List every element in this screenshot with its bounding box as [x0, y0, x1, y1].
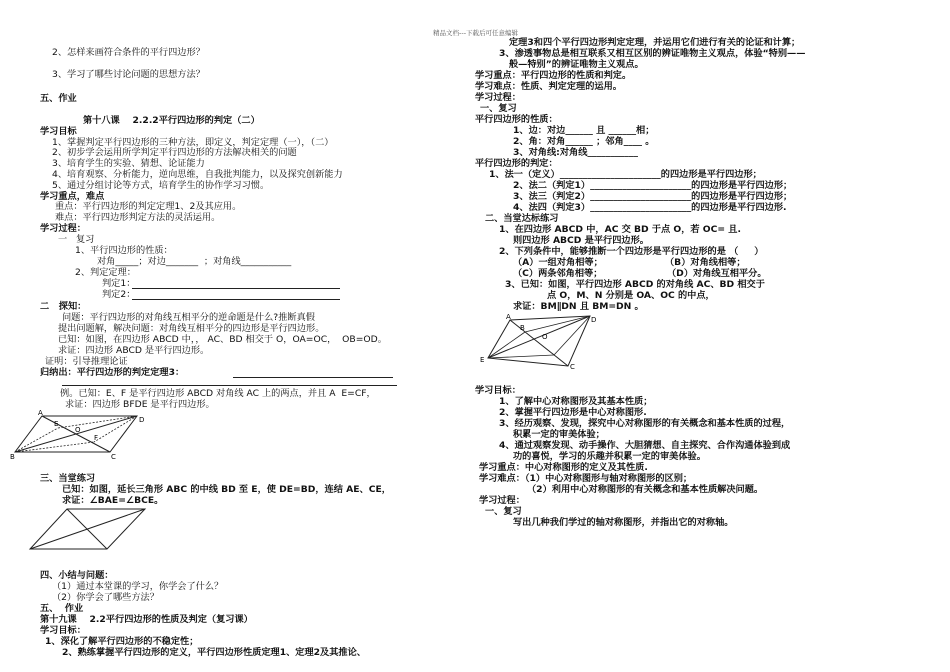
- practice-3: 3、已知：如图，平行四边形 ABCD 的对角线 AC、BD 相交于: [505, 279, 765, 290]
- section-homework-2: 五、 作业: [40, 603, 84, 614]
- fig3-label-d: D: [591, 316, 597, 324]
- review-properties: 1、平行四边形的性质：: [75, 245, 173, 256]
- review-theorems: 2、判定定理：: [75, 267, 136, 278]
- option-d: （D）对角线互相平分。: [667, 268, 767, 279]
- review-question-3: 3、学习了哪些讨论问题的思想方法？: [52, 69, 205, 80]
- lesson-19-objective-1: 1、深化了解平行四边形的不稳定性；: [45, 636, 199, 647]
- practice-1: 1、在四边形 ABCD 中，AC 交 BD 于点 O，若 OC= 且.: [499, 224, 741, 235]
- watermark-text: 精品文档---下载后可任意编辑: [433, 29, 519, 37]
- center-objective-1: 1、了解中心对称图形及其基本性质；: [499, 396, 653, 407]
- practice-1-conclusion: 则四边形 ABCD 是平行四边形。: [513, 235, 649, 246]
- center-difficult-point: 学习难点：（1）中心对称图形与轴对称图形的区别；: [479, 473, 693, 484]
- practice-3-prove: 求证：BM∥DN 且 BM=DN 。: [513, 301, 644, 312]
- property-diagonals: 3、对角线:对角线___________: [513, 147, 638, 158]
- theorem-1-blank: [132, 288, 340, 289]
- summary-question-1: （1）通过本堂课的学习，你学会了什么？: [52, 581, 224, 592]
- example-given: 例。已知：E、F 是平行四边形 ABCD 对角线 AC 上的两点，并且 A E=CF，: [60, 388, 376, 399]
- center-difficult-point-2: （2）利用中心对称图形的有关概念和基本性质解决问题。: [527, 484, 764, 495]
- properties-blanks: 对角_____；对边_______ ；对角线___________: [97, 256, 292, 267]
- example-prove: 求证：四边形 BFDE 是平行四边形。: [65, 399, 215, 410]
- heading-process: 学习过程：: [40, 223, 86, 234]
- criterion-theorem-3: 4、法四（判定3）______________________的四边形是平行四边形.: [513, 202, 787, 213]
- theorem-3-blank-2: [62, 385, 397, 386]
- figure-triangle-practice: [25, 505, 150, 553]
- objective-5: 5、通过分组讨论等方式，培育学生的协作学习习惯。: [52, 180, 270, 191]
- center-objective-2: 2、掌握平行四边形是中心对称图形.: [499, 407, 647, 418]
- fig3-label-b: B: [520, 324, 525, 332]
- properties-heading: 平行四边形的性质：: [475, 114, 558, 125]
- center-objective-4-continued: 功的喜悦，学习的乐趣并积累一定的审美体验。: [513, 451, 706, 462]
- review-task: 写出几种我们学过的轴对称图形，并指出它的对称轴。: [513, 517, 734, 528]
- section-practice: 二、当堂达标练习: [485, 213, 559, 224]
- center-objective-3: 3、经历观察、发现，探究中心对称图形的有关概念和基本性质的过程，: [499, 418, 791, 429]
- lesson-19-objective-2: 2、熟练掌握平行四边形的定义，平行四边形性质定理1、定理2及其推论、: [62, 647, 366, 658]
- section-explore: 二 探知：: [40, 301, 87, 312]
- section-review-2: 一、复习: [485, 506, 522, 517]
- heading-objectives: 学习目标: [40, 126, 77, 137]
- theorem-1-label: 判定1：: [102, 278, 136, 289]
- heading-objectives: 学习目标：: [475, 385, 521, 396]
- practice-given: 已知：如图，延长三角形 ABC 的中线 BD 至 E，使 DE=BD，连结 AE、CE，: [62, 484, 391, 495]
- section-review: 一、复习: [480, 103, 517, 114]
- section-homework: 五、作业: [40, 93, 77, 104]
- difficult-point: 难点：平行四边形判定方法的灵活运用。: [55, 212, 221, 223]
- option-a: （A）一组对角相等；: [513, 257, 603, 268]
- objective-1: 1、掌握判定平行四边形的三种方法，即定义，判定定理（一），（二）: [52, 137, 334, 148]
- objective-3: 3、培育学生的实验、猜想、论证能力: [52, 158, 205, 169]
- theorem-2-label: 判定2：: [102, 289, 136, 300]
- option-c: （C）两条邻角相等；: [513, 268, 603, 279]
- theorem-3-summary: 归纳出：平行四边形的判定定理3：: [40, 367, 185, 378]
- fig1-label-c: C: [111, 453, 116, 460]
- fig1-label-a: A: [38, 410, 43, 417]
- fig3-label-c: C: [570, 363, 575, 370]
- fig1-label-b: B: [10, 453, 15, 460]
- property-sides: 1、边：对边______ 且 ______相；: [513, 125, 655, 136]
- criteria-heading: 平行四边形的判定：: [475, 158, 558, 169]
- heading-objectives-2: 学习目标：: [40, 625, 86, 636]
- explore-proof: 证明：引导推理论证: [45, 356, 128, 367]
- center-key-point: 学习重点：中心对称图形的定义及其性质.: [479, 462, 648, 473]
- explore-prove: 求证：四边形 ABCD 是平行四边形。: [58, 345, 210, 356]
- option-b: （B）对角线相等；: [665, 257, 746, 268]
- section-practice: 三、当堂练习: [40, 473, 96, 484]
- fig1-label-f: F: [94, 434, 99, 442]
- criterion-definition: 1、法一（定义）______________________的四边形是平行四边形；: [489, 169, 762, 180]
- practice-3-given: 点 O，M、N 分别是 OA、OC 的中点，: [547, 290, 715, 301]
- lesson-18-title: 第十八课 2.2.2平行四边形的判定（二）: [83, 115, 260, 126]
- property-angles: 2、角：对角______ ；邻角____ 。: [513, 136, 655, 147]
- fig3-label-o: O: [542, 333, 548, 341]
- key-point: 重点：平行四边形的判定定理1、2及其应用。: [55, 201, 242, 212]
- objective-2: 2、初步学会运用所学判定平行四边形的方法解决相关的问题: [52, 147, 297, 158]
- practice-prove: 求证：∠BAE=∠BCE。: [62, 495, 164, 506]
- objective-3: 3、渗透事物总是相互联系又相互区别的辨证唯物主义观点，体验“特别——: [499, 48, 806, 59]
- section-review: 一 复习: [58, 234, 95, 245]
- center-objective-3-continued: 积累一定的审美体验；: [513, 429, 605, 440]
- criterion-theorem-2: 3、法三（判定2）______________________的四边形是平行四边形；: [513, 191, 793, 202]
- figure-parallelogram-practice: [480, 312, 600, 370]
- difficult-point: 学习难点：性质、判定定理的运用。: [475, 81, 622, 92]
- practice-2: 2、下列条件中，能够推断一个四边形是平行四边形的是 （ ）: [499, 246, 764, 257]
- heading-process-2: 学习过程：: [479, 495, 525, 506]
- section-summary: 四、小结与问题：: [40, 570, 114, 581]
- explore-answer: 提出问题解，解决问题：对角线互相平分的四边形是平行四边形。: [58, 323, 325, 334]
- objective-continued: 定理3和四个平行四边形判定定理，并运用它们进行有关的论证和计算；: [509, 37, 801, 48]
- summary-question-2: （2）你学会了哪些方法？: [52, 592, 159, 603]
- key-point: 学习重点：平行四边形的性质和判定。: [475, 70, 632, 81]
- center-objective-4: 4、通过观察发现、动手操作、大胆猜想、自主探究、合作沟通体验到成: [499, 440, 791, 451]
- criterion-theorem-1: 2、法二（判定1）______________________的四边形是平行四边形；: [513, 180, 793, 191]
- objective-3-continued: 般—特别”的辨证唯物主义观点。: [509, 59, 644, 70]
- figure-parallelogram-example: [10, 410, 150, 460]
- lesson-19-title: 第十九课 2.2平行四边形的性质及判定（复习课）: [40, 614, 253, 625]
- fig3-label-e: E: [480, 356, 485, 364]
- fig1-label-d: D: [139, 416, 145, 424]
- heading-process: 学习过程：: [475, 92, 521, 103]
- heading-key-points: 学习重点，难点: [40, 191, 105, 202]
- explore-given: 已知：如图，在四边形 ABCD 中，， AC、BD 相交于 O，OA=OC， OB=OD。: [58, 334, 387, 345]
- fig3-label-a: A: [506, 313, 511, 321]
- fig1-label-o: O: [75, 426, 81, 434]
- objective-4: 4、培育观察、分析能力，逆向思维，自我批判能力，以及探究创新能力: [52, 169, 343, 180]
- theorem-3-blank: [233, 377, 393, 378]
- fig1-label-e: E: [54, 420, 59, 428]
- explore-question: 问题：平行四边形的对角线互相平分的逆命题是什么?推断真假: [62, 312, 315, 323]
- theorem-2-blank: [132, 299, 340, 300]
- review-question-2: 2、怎样来画符合条件的平行四边形？: [52, 47, 205, 58]
